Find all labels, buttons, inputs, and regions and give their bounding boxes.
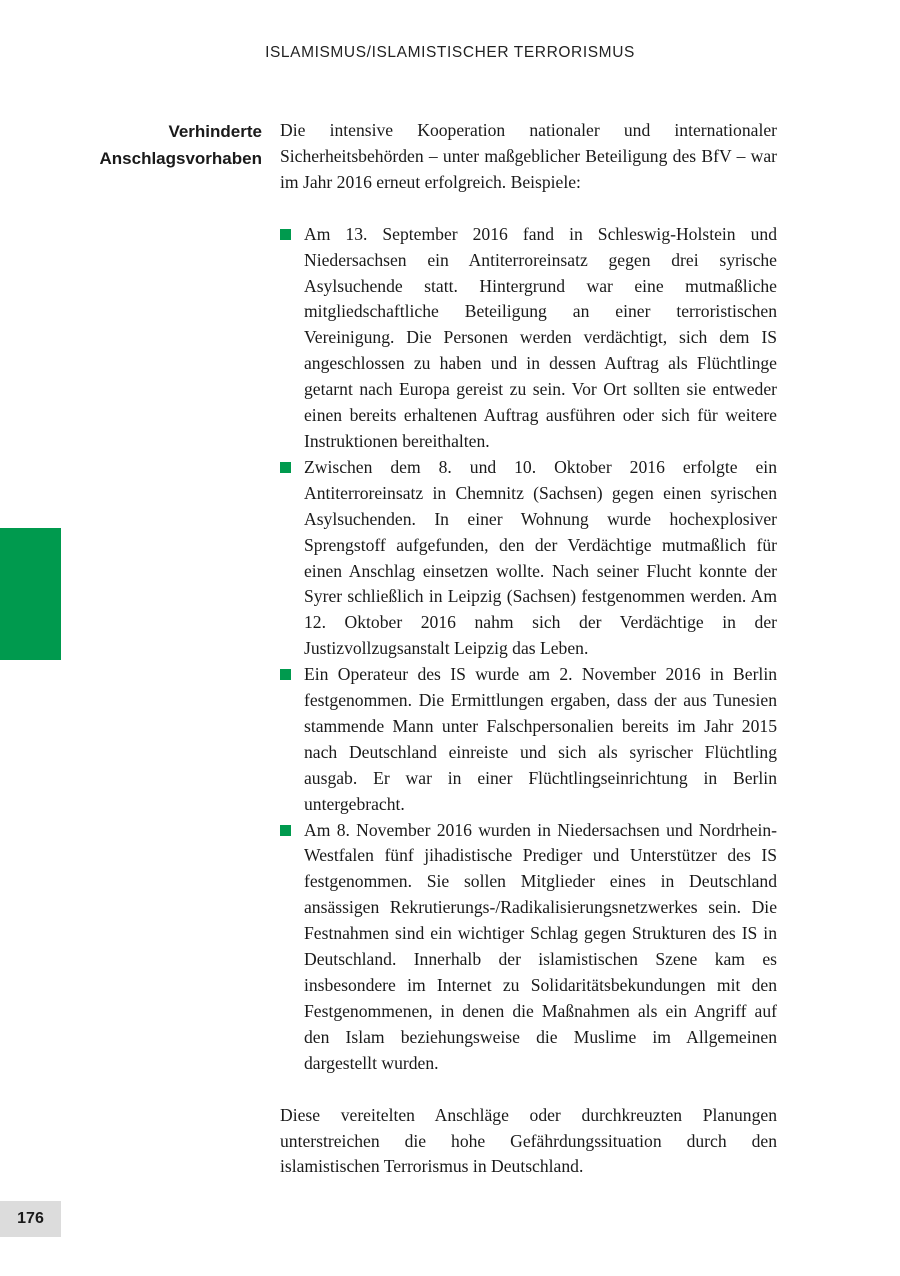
section-heading-line-1: Verhinderte	[168, 122, 262, 141]
running-header: ISLAMISMUS/ISLAMISTISCHER TERRORISMUS	[265, 44, 635, 61]
closing-paragraph: Diese vereitelten Anschläge oder durchkreuzten Planungen unterstreichen die hohe Gefährdungssituation durch den islamistischen Terrorismus in Deutschland.	[280, 1104, 777, 1177]
bullet-text: Am 8. November 2016 wurden in Niedersachsen und Nordrhein-Westfalen fünf jihadistische Prediger und Unterstützer des IS festgenommen. Sie sollen Mitglieder eines in Deutschland ansässigen Rekrutierungs-/Radikalisierungsnetzwerkes sein. Die Festnahmen sind ein wichtiger Schlag gegen Strukturen des IS in Deutschland. Innerhalb der islamistischen Szene kam es insbesondere im Internet zu Solidaritätsbekundungen mit den Festgenommenen, in denen die Maßnahmen als ein Angriff auf den Islam beziehungsweise die Muslime im Allgemeinen dargestellt wurden.	[304, 819, 777, 1073]
bullet-item	[280, 455, 777, 662]
intro-paragraph: Die intensive Kooperation nationaler und internationaler Sicherheitsbehörden – unter maßgeblicher Beteiligung des BfV – war im Jahr 2016 erneut erfolgreich. Beispiele:	[280, 120, 777, 192]
bullet-text: Zwischen dem 8. und 10. Oktober 2016 erfolgte ein Antiterroreinsatz in Chemnitz (Sachsen) gegen einen syrischen Asylsuchenden. In einer Wohnung wurde hochexplosiver Sprengstoff aufgefunden, den der Verdächtige mutmaßlich für einen Anschlag einsetzen wollte. Nach seiner Flucht konnte der Syrer schließlich in Leipzig (Sachsen) festgenommen werden. Am 12. Oktober 2016 nahm sich der Verdächtige in der Justizvollzugsanstalt Leipzig das Leben.	[304, 456, 777, 659]
bullet-list	[280, 222, 777, 1077]
bullet-item	[280, 222, 777, 455]
page-number: 176	[0, 1201, 61, 1237]
green-square-bullet-icon	[280, 669, 291, 680]
green-square-bullet-icon	[280, 229, 291, 240]
main-text-column	[280, 118, 777, 1180]
green-square-bullet-icon	[280, 462, 291, 473]
bullet-text: Am 13. September 2016 fand in Schleswig-Holstein und Niedersachsen ein Antiterroreinsatz gegen drei syrische Asylsuchende statt. Hintergrund war eine mutmaßliche mitgliedschaftliche Beteiligung an einer terroristischen Vereinigung. Die Personen werden verdächtigt, sich dem IS angeschlossen zu haben und in dessen Auftrag als Flüchtlinge getarnt nach Europa gereist zu sein. Vor Ort sollten sie entweder einen bereits erhaltenen Auftrag ausführen oder sich für weitere Instruktionen bereithalten.	[304, 223, 777, 451]
bullet-text: Ein Operateur des IS wurde am 2. November 2016 in Berlin festgenommen. Die Ermittlungen ergaben, dass der aus Tunesien stammende Mann unter Falschpersonalien bereits im Jahr 2015 nach Deutschland einreiste und sich als syrischer Flüchtling ausgab. Er war in einer Flüchtlingseinrichtung in Berlin untergebracht.	[304, 664, 777, 814]
chapter-tab-marker	[0, 528, 61, 660]
section-heading	[60, 118, 262, 172]
bullet-item	[280, 662, 777, 817]
green-square-bullet-icon	[280, 825, 291, 836]
section-heading-line-2: Anschlagsvorhaben	[99, 149, 262, 168]
bullet-item	[280, 818, 777, 1077]
